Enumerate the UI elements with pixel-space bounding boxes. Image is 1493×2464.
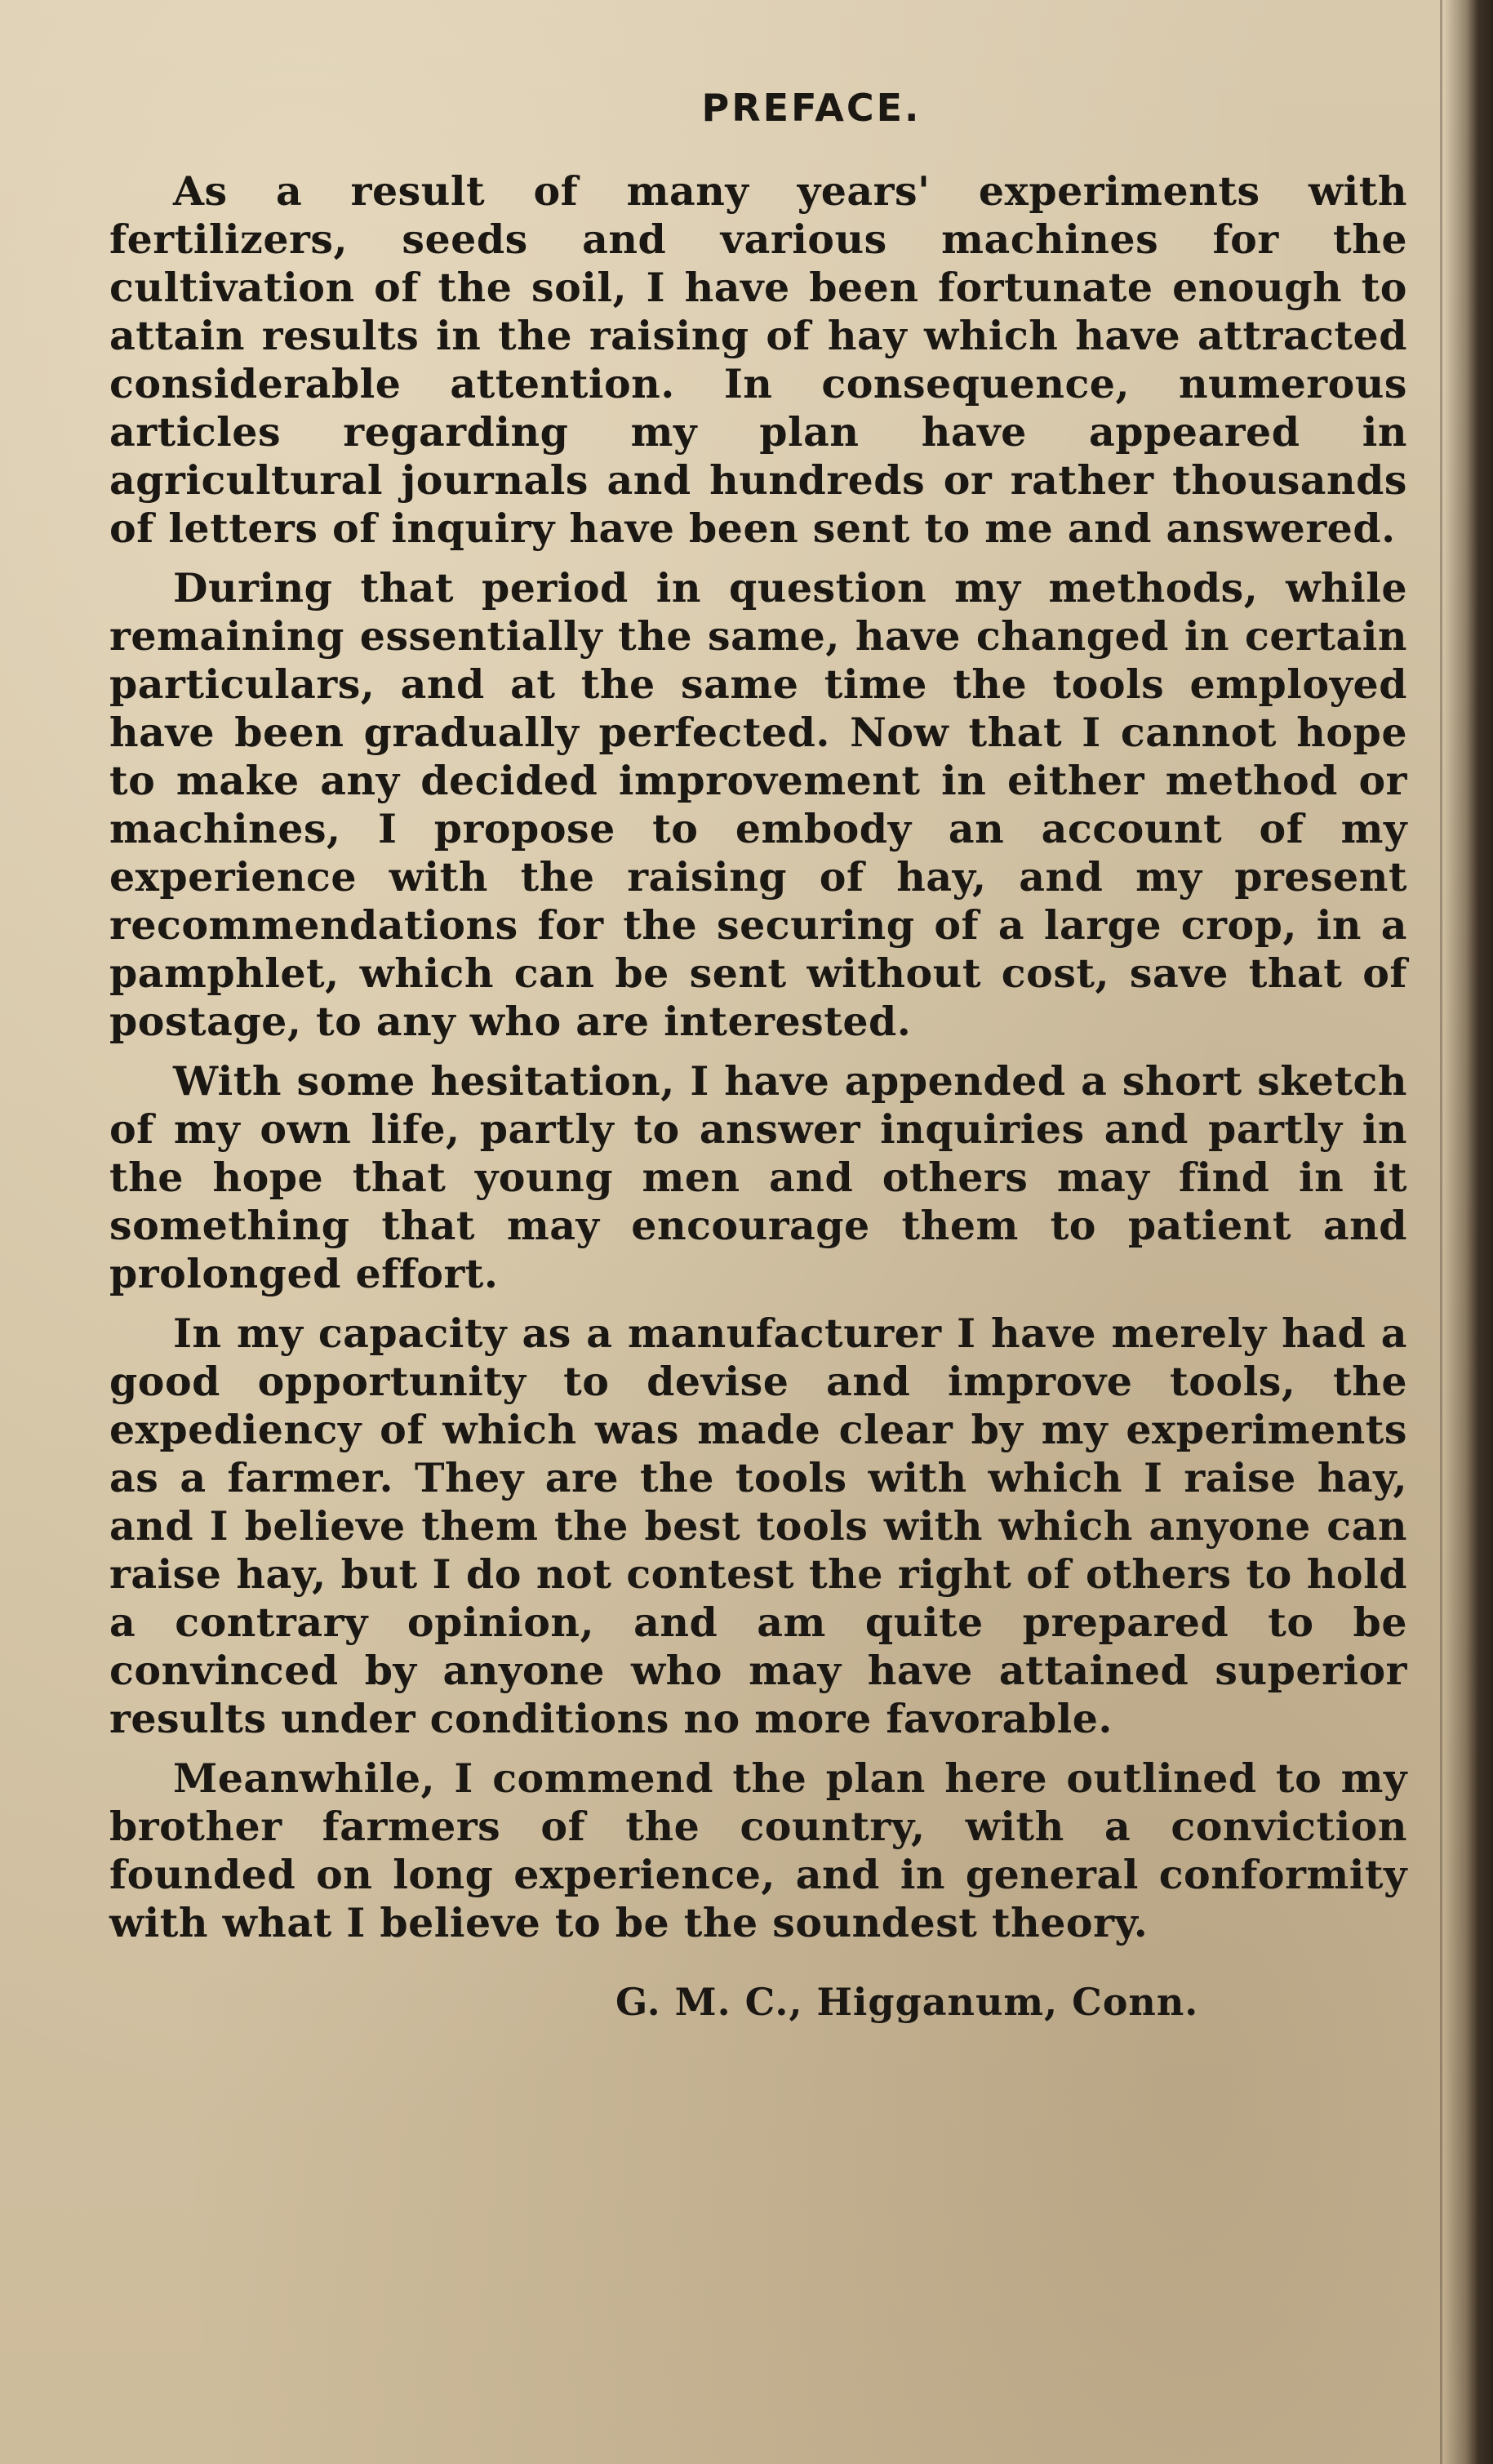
page-fold-line (1440, 0, 1442, 2464)
paragraph-5: Meanwhile, I commend the plan here outlined to my brother farmers of the country, with a conviction founded on long experience, and in general conformity with what I believe to be the soundest theory. (109, 1755, 1407, 1946)
paragraph-2: During that period in question my methods, while remaining essentially the same, have changed in certain particulars, and at the same time the tools employed have been gradually perfected. Now that I cannot hope to make any decided improvement in either method or machines, I propose to embody an account of my experience with the raising of hay, and my present recommendations for the securing of a large crop, in a pamphlet, which can be sent without cost, save that of postage, to any who are interested. (109, 564, 1407, 1045)
text-block (109, 86, 1407, 2024)
paragraph-3: With some hesitation, I have appended a short sketch of my own life, partly to answer inquiries and partly in the hope that young men and others may find in it something that may encourage them to patient and prolonged effort. (109, 1057, 1407, 1297)
signature: G. M. C., Higganum, Conn. (615, 1980, 1199, 2024)
paragraph-4: In my capacity as a manufacturer I have merely had a good opportunity to devise and improve tools, the expediency of which was made clear by my experiments as a farmer. They are the tools with which I raise hay, and I believe them the best tools with which anyone can raise hay, but I do not contest the right of others to hold a contrary opinion, and am quite prepared to be convinced by anyone who may have attained superior results under conditions no more favorable. (109, 1310, 1407, 1742)
paragraph-1: As a result of many years' experiments with fertilizers, seeds and various machines for the cultivation of the soil, I have been fortunate enough to attain results in the raising of hay which have attracted considerable attention. In consequence, numerous articles regarding my plan have appeared in agricultural journals and hundreds or rather thousands of letters of inquiry have been sent to me and answered. (109, 167, 1407, 552)
book-spine-edge (1444, 0, 1493, 2464)
page-title: PREFACE. (701, 86, 922, 130)
